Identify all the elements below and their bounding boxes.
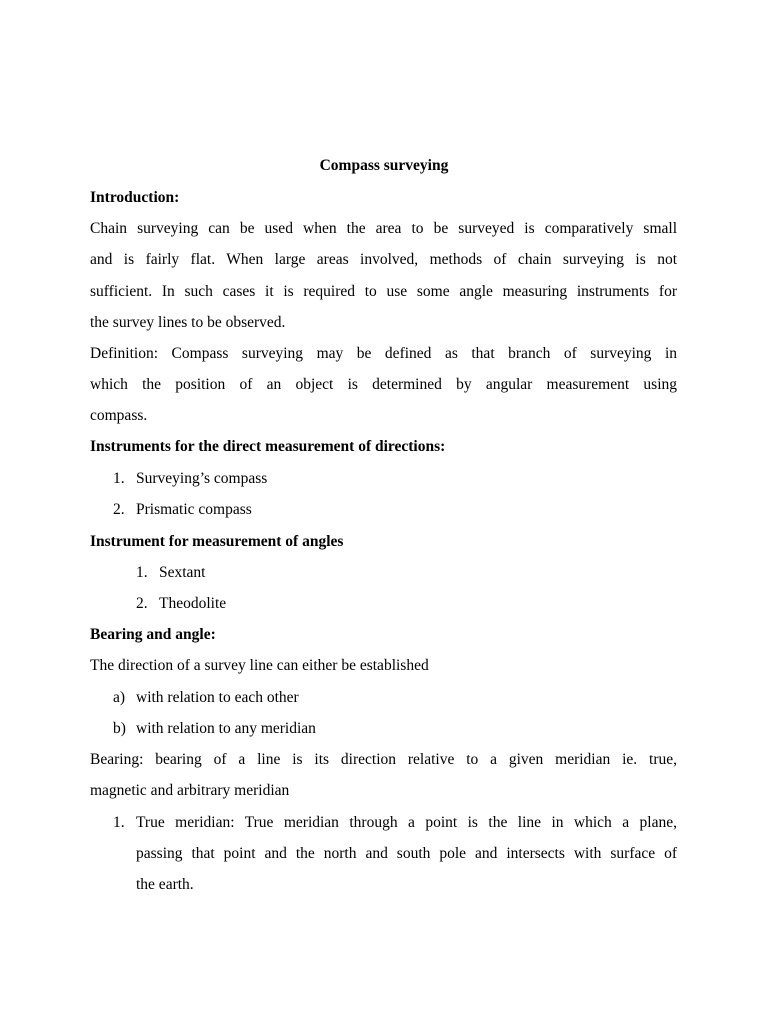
list-marker: a) (113, 689, 126, 706)
bearing-intro: The direction of a survey line can either be established (90, 657, 429, 674)
list-marker: 1. (113, 470, 125, 487)
intro-line: and is fairly flat. When large areas involved, methods of chain surveying is not (90, 251, 677, 268)
definition-line: compass. (90, 407, 148, 424)
directions-heading: Instruments for the direct measurement of directions: (90, 438, 446, 455)
bearing-definition-line: magnetic and arbitrary meridian (90, 782, 290, 799)
list-item-line: the earth. (136, 876, 194, 893)
list-marker: 2. (136, 595, 148, 612)
definition-line: which the position of an object is determined by angular measurement using (90, 376, 677, 393)
angles-heading: Instrument for measurement of angles (90, 533, 344, 550)
list-marker: 1. (113, 814, 125, 831)
list-item-line: passing that point and the north and south pole and intersects with surface of (136, 845, 677, 862)
intro-line: Chain surveying can be used when the area to be surveyed is comparatively small (90, 220, 677, 237)
list-item: Surveying’s compass (136, 470, 268, 487)
page-title: Compass surveying (319, 157, 449, 174)
bearing-definition-line: Bearing: bearing of a line is its direction relative to a given meridian ie. true, (90, 751, 677, 768)
list-item: with relation to any meridian (136, 720, 316, 737)
list-item: Prismatic compass (136, 501, 252, 518)
intro-heading: Introduction: (90, 189, 180, 206)
list-marker: 1. (136, 564, 148, 581)
list-marker: b) (113, 720, 126, 737)
list-item-line: True meridian: True meridian through a point is the line in which a plane, (136, 814, 677, 831)
definition-line: Definition: Compass surveying may be defined as that branch of surveying in (90, 345, 677, 362)
intro-line: sufficient. In such cases it is required to use some angle measuring instruments for (90, 283, 677, 300)
list-item: Sextant (159, 564, 206, 581)
list-item: Theodolite (159, 595, 227, 612)
list-item: with relation to each other (136, 689, 299, 706)
list-marker: 2. (113, 501, 125, 518)
bearing-heading: Bearing and angle: (90, 626, 216, 643)
intro-line: the survey lines to be observed. (90, 314, 286, 331)
